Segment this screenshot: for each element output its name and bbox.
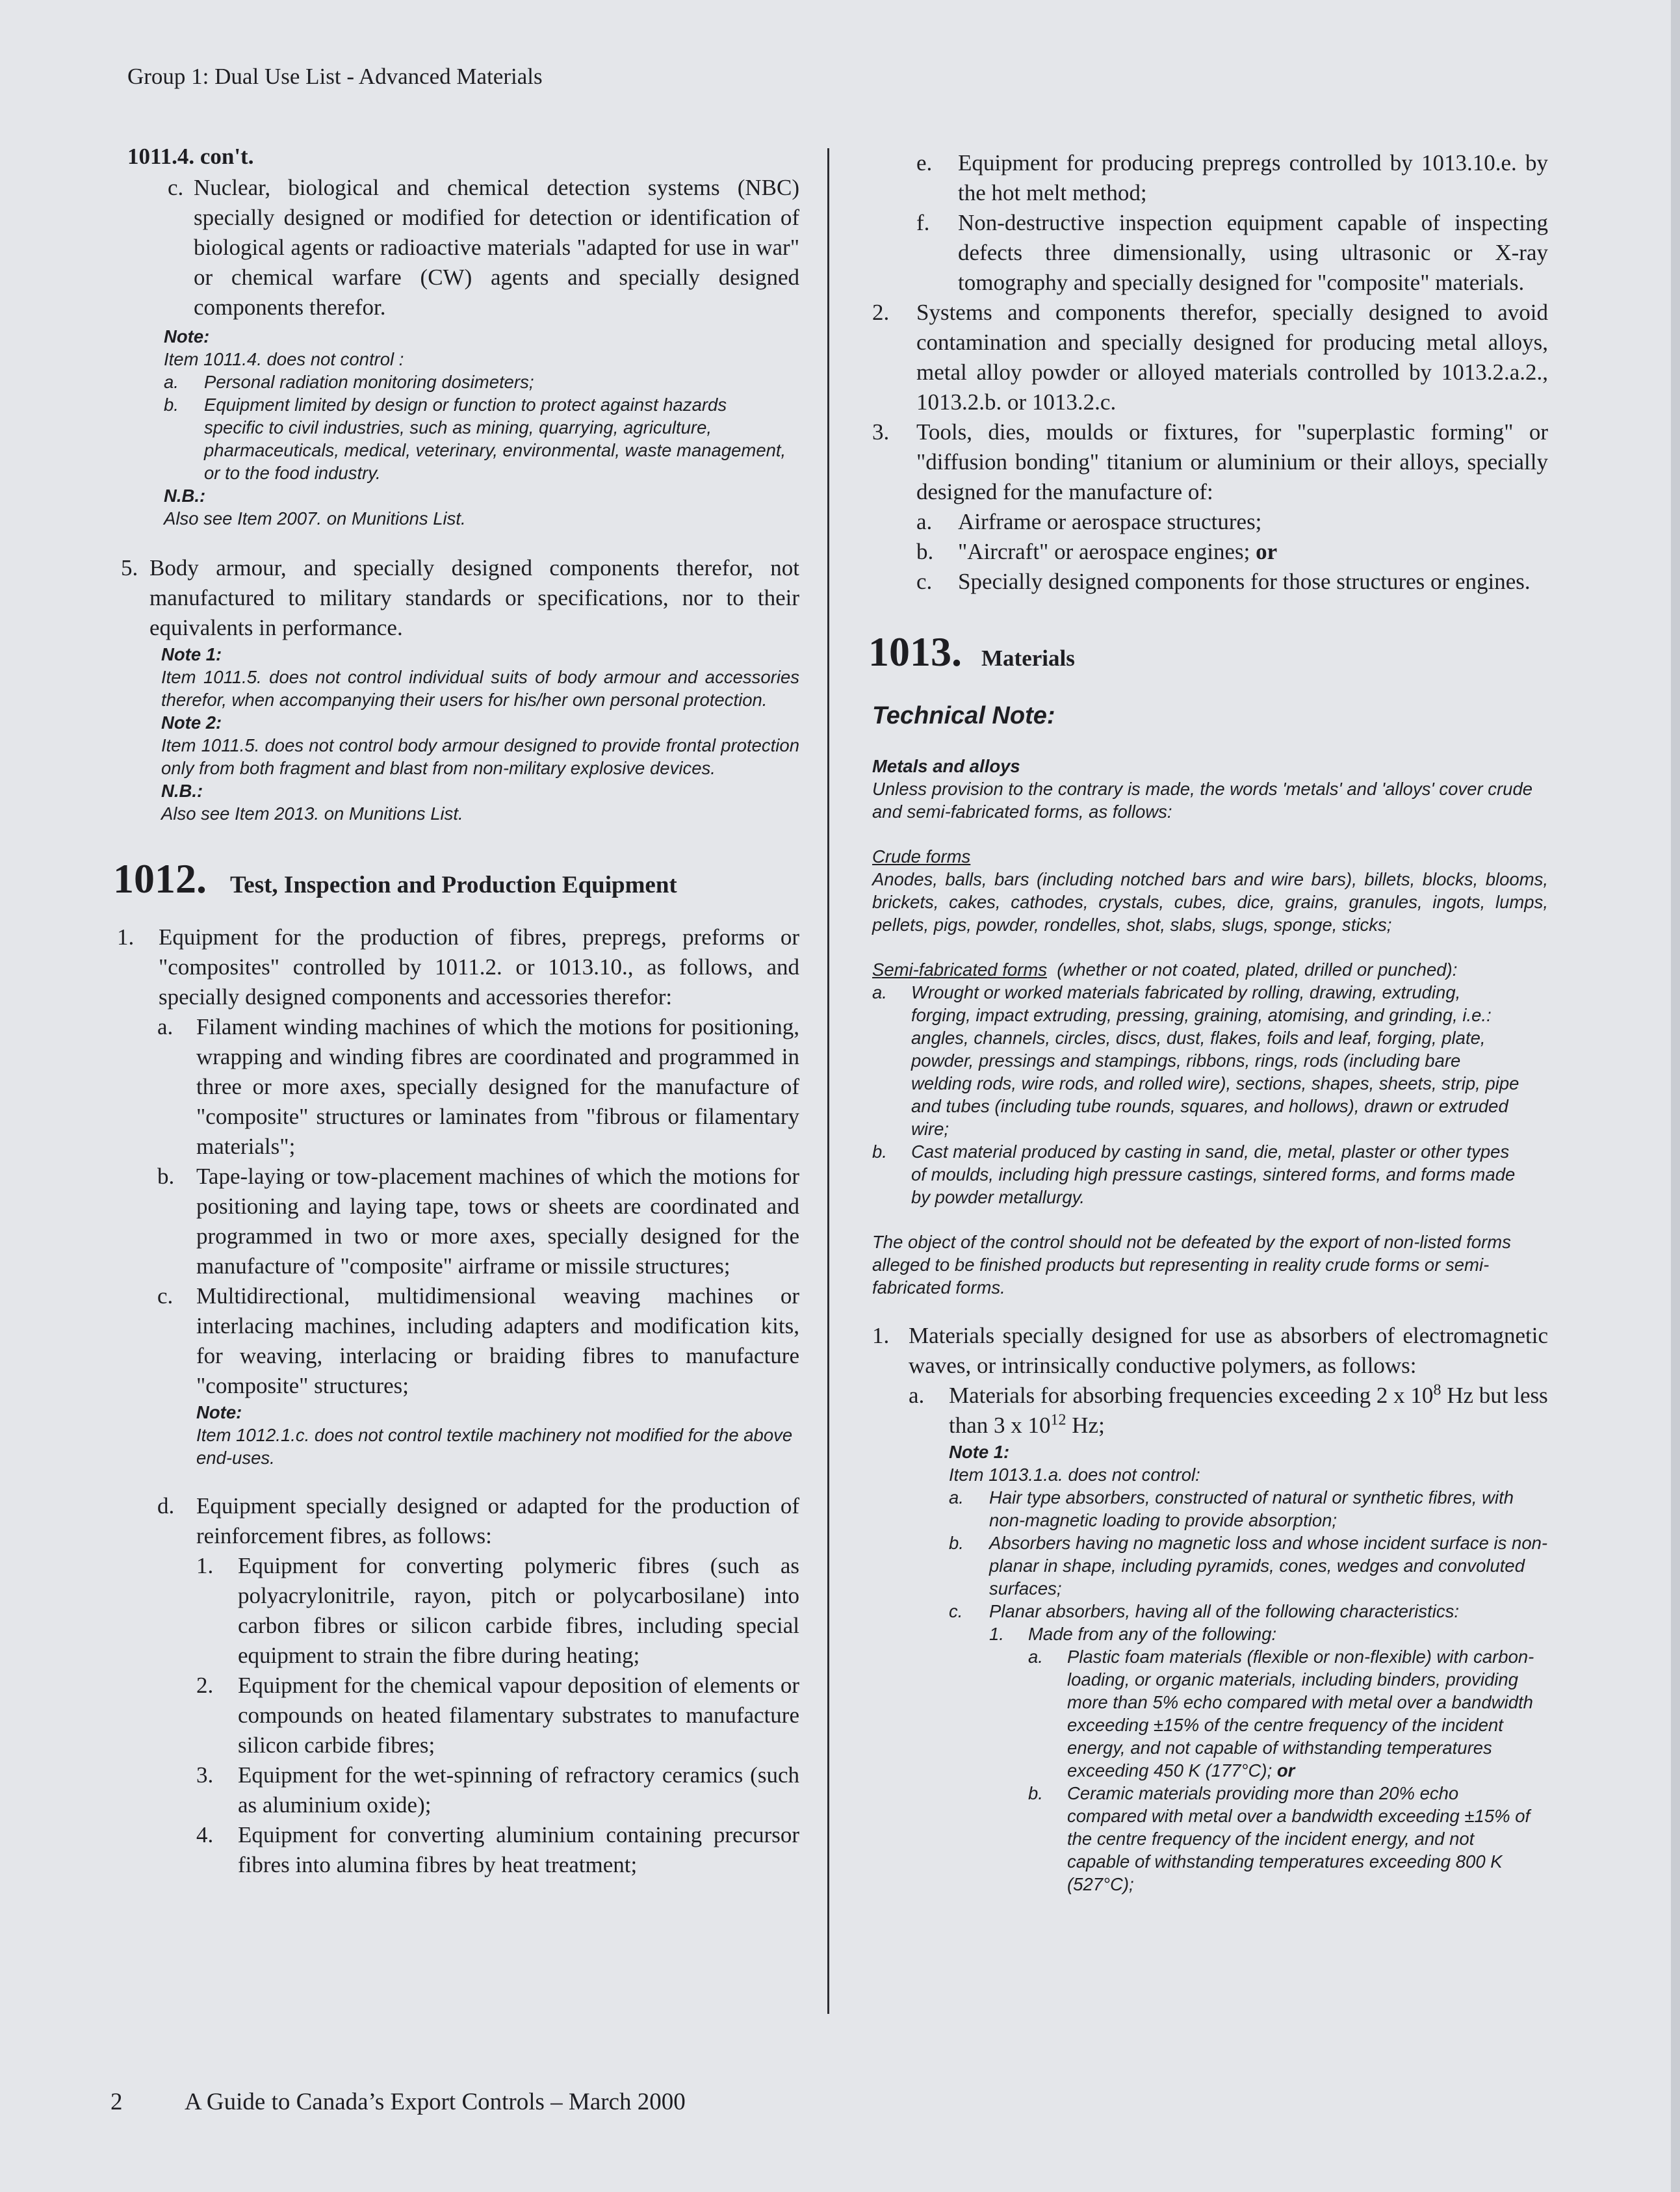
sub-item-c: [916, 567, 1548, 597]
note-item-text: Hair type absorbers, constructed of natural or synthetic fibres, with non-magnetic loading to provide absorption;: [989, 1487, 1514, 1530]
item-text: Specially designed components for those structures or engines.: [958, 569, 1531, 594]
item-label: c.: [916, 569, 933, 594]
item-text: Wrought or worked materials fabricated by rolling, drawing, extruding, forging, impact extruding, pressing, graining, atomising, and grinding, i.e.: angles, channels, circles, discs, dust, flakes, foils and leaf, forging, plate, powder, pressings and stampings, ribbons, rings, rods (including bare welding rods, wire rods, and rolled wire), sections, shapes, sheets, strip, pipe and tubes (including tube rounds, squares, and hollows), drawn or extruded wire;: [911, 982, 1519, 1139]
item-label: 1.: [196, 1553, 214, 1578]
sub-item-e: [916, 148, 1548, 208]
note-item: [1028, 1782, 1548, 1896]
crude-forms-text: Anodes, balls, bars (including notched bars and wire bars), billets, blocks, blooms, brickets, cakes, cathodes, crystals, cubes, dice, grains, granules, ingots, lumps, pellets, pigs, powder, rondelles, shot, slabs, slugs, sponge, sticks;: [872, 869, 1548, 935]
item-text-main: "Aircraft" or aerospace engines;: [958, 539, 1250, 564]
sub-item-b: [916, 537, 1548, 567]
item-1013-1: [872, 1321, 1548, 1381]
item-label: a.: [909, 1383, 925, 1408]
sub-items: [909, 1381, 1548, 1896]
section-heading-1012: [113, 855, 799, 903]
item-label: b.: [916, 539, 934, 564]
note-item-text: Made from any of the following:: [1028, 1624, 1277, 1644]
left-column: [113, 142, 799, 1880]
item-label: c.: [157, 1283, 174, 1309]
note-item-label: 1.: [989, 1624, 1004, 1644]
item-label: 1.: [872, 1323, 890, 1348]
note-text: Item 1012.1.c. does not control textile machinery not modified for the above end-uses.: [196, 1425, 793, 1468]
running-footer: A Guide to Canada’s Export Controls – March 2000: [185, 2089, 686, 2115]
item-1011-5: [121, 553, 799, 643]
item-text: Multidirectional, multidimensional weaving machines or interlacing machines, including adapters and modification kits, for weaving, interlacing or braiding fibres to manufacture "composite" structures;: [196, 1283, 799, 1398]
semi-fabricated-label: Semi-fabricated forms: [872, 959, 1047, 980]
semi-item-b: [872, 1140, 1548, 1208]
item-1012-2: [872, 298, 1548, 417]
item-text: Non-destructive inspection equipment capable of inspecting defects three dimensionally, using ultrasonic or X-ray tomography and specially designed for "composite" materials.: [958, 210, 1548, 295]
note-sub-item: [989, 1623, 1548, 1645]
sub-item-a: [157, 1012, 799, 1162]
note-item: [949, 1600, 1548, 1623]
item-text: Equipment for the production of fibres, prepregs, preforms or "composites" controlled by 1011.2. or 1013.10., as follows, and specially designed components and accessories therefor:: [159, 924, 799, 1010]
note-item: [164, 371, 799, 393]
item-label: 5.: [121, 555, 138, 581]
freq-text: Hz;: [1066, 1413, 1105, 1438]
nb-text: Also see Item 2007. on Munitions List.: [164, 508, 466, 528]
item-label: a.: [872, 982, 887, 1002]
note-block: [161, 643, 799, 825]
note-item-text: Personal radiation monitoring dosimeters;: [204, 372, 534, 392]
note-text: Item 1011.5. does not control individual suits of body armour and accessories therefor, when accompanying their users for his/her own personal protection.: [161, 667, 799, 710]
sub-item-d: [157, 1491, 799, 1551]
section-number: 1013.: [868, 629, 962, 675]
or-conjunction: or: [1276, 1760, 1295, 1781]
item-label: 3.: [872, 419, 890, 445]
note-label: Note:: [164, 326, 210, 346]
continued-heading: 1011.4. con't.: [127, 144, 254, 169]
note-block: [196, 1401, 799, 1469]
note-item-label: b.: [164, 395, 179, 415]
note-text: Item 1011.5. does not control body armour designed to provide frontal protection only from both fragment and blast from non-military explosive devices.: [161, 735, 799, 778]
note-intro: Item 1011.4. does not control :: [164, 349, 404, 369]
sub-item-a: [909, 1381, 1548, 1441]
item-label: b.: [872, 1142, 887, 1162]
section-heading-1013: [868, 628, 1548, 676]
section-title: Test, Inspection and Production Equipment: [230, 872, 677, 898]
semi-item-a: [872, 981, 1548, 1140]
item-text: Airframe or aerospace structures;: [958, 509, 1262, 534]
section-number: 1012.: [113, 855, 207, 902]
sub-sub-items: [196, 1551, 799, 1880]
note-label: Note 1:: [161, 644, 222, 664]
note-item: [164, 393, 799, 484]
nb-label: N.B.:: [161, 781, 203, 801]
item-label: 1.: [117, 924, 135, 950]
sub-item-d4: [196, 1820, 799, 1880]
item-label: e.: [916, 150, 933, 176]
sub-item-d1: [196, 1551, 799, 1671]
item-text: Tape-laying or tow-placement machines of which the motions for positioning and laying tape, tows or sheets are coordinated and programmed in two or more axes, specially designed for the manufacture of "composite" airframe or missile structures;: [196, 1164, 799, 1279]
item-text: Body armour, and specially designed components therefor, not manufactured to military standards or specifications, nor to their equivalents in performance.: [149, 555, 799, 640]
item-label: f.: [916, 210, 930, 235]
note-item-label: a.: [1028, 1647, 1043, 1667]
item-text: Systems and components therefor, specially designed to avoid contamination and specially designed for producing metal alloys, metal alloy powder or alloyed materials controlled by 1013.2.a.2., 1013.2.b. or 1013.2.c.: [916, 300, 1548, 415]
item-text: Equipment specially designed or adapted for the production of reinforcement fibres, as follows:: [196, 1493, 799, 1548]
crude-forms-heading: Crude forms: [872, 846, 971, 867]
item-text: Equipment for converting aluminium containing precursor fibres into alumina fibres by heat treatment;: [238, 1822, 799, 1877]
note-item-label: a.: [164, 372, 179, 392]
note-item-text: Equipment limited by design or function to protect against hazards specific to civil industries, such as mining, quarrying, agriculture, pharmaceuticals, medical, veterinary, environmental, waste management, or to the food industry.: [204, 395, 786, 483]
exponent: 8: [1433, 1381, 1441, 1399]
item-label: a.: [157, 1014, 174, 1039]
nb-text: Also see Item 2013. on Munitions List.: [161, 803, 463, 824]
item-text: Filament winding machines of which the motions for positioning, wrapping and winding fibres are coordinated and programmed in three or more axes, specially designed for the manufacture of "composite" structures or laminates from "fibrous or filamentary materials";: [196, 1014, 799, 1159]
note-label: Note 1:: [949, 1442, 1010, 1462]
item-1012-1: [117, 922, 799, 1012]
sub-item-d3: [196, 1760, 799, 1820]
item-text: Equipment for the wet-spinning of refractory ceramics (such as aluminium oxide);: [238, 1762, 799, 1818]
sub-items: [916, 507, 1548, 597]
metals-text: Unless provision to the contrary is made, the words 'metals' and 'alloys' cover crude and semi-fabricated forms, as follows:: [872, 779, 1533, 822]
semi-fabricated-suffix: (whether or not coated, plated, drilled or punched):: [1057, 959, 1458, 980]
item-text: Nuclear, biological and chemical detection systems (NBC) specially designed or modified for detection or identification of biological agents or radioactive materials "adapted for use in war" or chemical warfare (CW) agents and specially designed components therefor.: [194, 175, 799, 320]
note-label: Note 2:: [161, 712, 222, 733]
exponent: 12: [1050, 1411, 1066, 1429]
note-item-text: Absorbers having no magnetic loss and whose incident surface is non-planar in shape, including pyramids, cones, wedges and convoluted surfaces;: [989, 1533, 1548, 1598]
item-label: 3.: [196, 1762, 214, 1788]
note-sub-sub-items: [1028, 1645, 1548, 1896]
item-label: a.: [916, 509, 933, 534]
item-text: Cast material produced by casting in sand, die, metal, plaster or other types of moulds, including high pressure castings, sintered forms, and forms made by powder metallurgy.: [911, 1142, 1516, 1207]
item-1011-4-c: [168, 173, 799, 322]
item-label: 4.: [196, 1822, 214, 1847]
item-text: [949, 1381, 1548, 1441]
note-item: [949, 1532, 1548, 1600]
metals-heading: Metals and alloys: [872, 756, 1020, 776]
sub-items: [157, 1012, 799, 1880]
semi-fabricated-heading: [872, 958, 1548, 981]
item-label: d.: [157, 1493, 175, 1519]
running-header: Group 1: Dual Use List - Advanced Materials: [127, 64, 543, 89]
continued-items: [916, 148, 1548, 298]
note-item-label: b.: [949, 1533, 964, 1553]
item-text: Materials specially designed for use as absorbers of electromagnetic waves, or intrinsically conductive polymers, as follows:: [909, 1323, 1548, 1378]
note-item-text: [1067, 1645, 1548, 1782]
section-title: Materials: [981, 646, 1075, 671]
note-block: [164, 325, 799, 530]
note-item-label: a.: [949, 1487, 964, 1507]
freq-text: Hz but less than 3 x 10: [949, 1383, 1548, 1438]
note-item-text-main: Plastic foam materials (flexible or non-flexible) with carbon-loading, or organic materials, including binders, providing more than 5% echo compared with metal over a bandwidth exceeding ±15% of the centre frequency of the incident energy, and not capable of withstanding temperatures exceeding 450 K (177°C);: [1067, 1647, 1534, 1781]
sub-item-c: [157, 1281, 799, 1401]
note-item-label: c.: [949, 1601, 963, 1621]
item-label: b.: [157, 1164, 175, 1189]
note-label: Note:: [196, 1402, 242, 1422]
item-label: 2.: [872, 300, 890, 325]
note-item-text: Planar absorbers, having all of the following characteristics:: [989, 1601, 1460, 1621]
note-item: [949, 1486, 1548, 1532]
column-divider: [827, 148, 829, 2014]
sub-item-f: [916, 208, 1548, 298]
or-conjunction: or: [1256, 539, 1278, 564]
item-text: [958, 537, 1548, 567]
item-text: Tools, dies, moulds or fixtures, for "superplastic forming" or "diffusion bonding" titanium or aluminium or their alloys, specially designed for the manufacture of:: [916, 419, 1548, 504]
item-label: 2.: [196, 1673, 214, 1698]
technical-note-heading: Technical Note:: [872, 702, 1055, 729]
item-text: Equipment for producing prepregs controlled by 1013.10.e. by the hot melt method;: [958, 150, 1548, 205]
sub-item-b: [157, 1162, 799, 1281]
item-text: Equipment for the chemical vapour deposition of elements or compounds on heated filamentary substrates to manufacture silicon carbide fibres;: [238, 1673, 799, 1758]
sub-item-d2: [196, 1671, 799, 1760]
sub-item-a: [916, 507, 1548, 537]
freq-text: Materials for absorbing frequencies exceeding 2 x 10: [949, 1383, 1434, 1408]
right-column: [868, 148, 1548, 1896]
page-number: 2: [110, 2089, 123, 2115]
note-item-text: Ceramic materials providing more than 20% echo compared with metal over a bandwidth exceeding ±15% of the centre frequency of the incident energy, and not capable of withstanding temperatures exceeding 800 K (527°C);: [1067, 1783, 1531, 1894]
item-label: c.: [168, 175, 184, 200]
nb-label: N.B.:: [164, 486, 206, 506]
page-edge: [1671, 0, 1680, 2192]
note-item-label: b.: [1028, 1783, 1043, 1803]
object-text: The object of the control should not be defeated by the export of non-listed forms alleged to be finished products but representing in reality crude forms or semi-fabricated forms.: [872, 1232, 1511, 1298]
note-item: [1028, 1645, 1548, 1782]
note-intro: Item 1013.1.a. does not control:: [949, 1465, 1200, 1485]
item-text: Equipment for converting polymeric fibres (such as polyacrylonitrile, rayon, pitch or polycarbosilane) into carbon fibres or silicon carbide fibres, including special equipment to strain the fibre during heating;: [238, 1553, 799, 1668]
item-1012-3: [872, 417, 1548, 507]
note-block: [949, 1441, 1548, 1896]
